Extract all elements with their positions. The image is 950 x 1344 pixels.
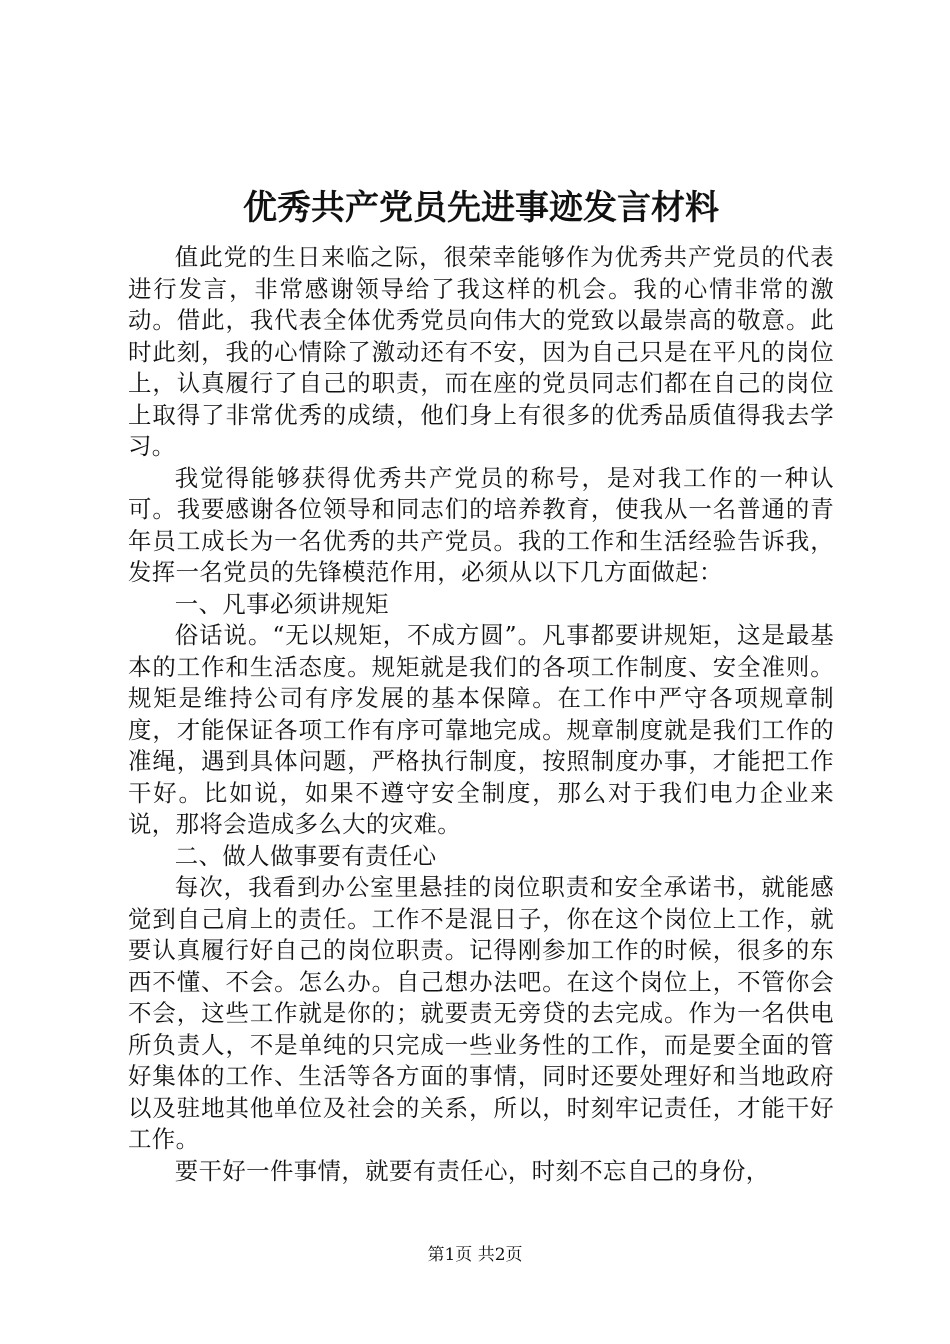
section-heading: 一、凡事必须讲规矩 [174,589,389,618]
paragraph: 要干好一件事情，就要有责任心，时刻不忘自己的身份， [174,1156,770,1185]
paragraph: 每次，我看到办公室里悬挂的岗位职责和安全承诺书，就能感觉到自己肩上的责任。工作不是混日子，你在这个岗位上工作，就要认真履行好自己的岗位职责。记得刚参加工作的时候，很多的东西不懂、不会。怎么办。自己想办法吧。在这个岗位上，不管你会不会，这些工作就是你的；就要责无旁贷的去完成。作为一名供电所负责人，不是单纯的只完成一些业务性的工作，而是要全面的管好集体的工作、生活等各方面的事情，同时还要处理好和当地政府以及驻地其他单位及社会的关系，所以，时刻牢记责任，才能干好工作。 [128,873,834,1153]
page-number: 第1页 共2页 [427,1245,523,1265]
document-title: 优秀共产党员先进事迹发言材料 [243,188,719,228]
paragraph: 俗话说。“无以规矩，不成方圆”。凡事都要讲规矩，这是最基本的工作和生活态度。规矩就是我们的各项工作制度、安全准则。规矩是维持公司有序发展的基本保障。在工作中严守各项规章制度，才能保证各项工作有序可靠地完成。规章制度就是我们工作的准绳，遇到具体问题，严格执行制度，按照制度办事，才能把工作干好。比如说，如果不遵守安全制度，那么对于我们电力企业来说，那将会造成多么大的灾难。 [128,621,834,838]
document-page [128,182,834,1187]
paragraph: 我觉得能够获得优秀共产党员的称号，是对我工作的一种认可。我要感谢各位领导和同志们的培养教育，使我从一名普通的青年员工成长为一名优秀的共产党员。我的工作和生活经验告诉我，发挥一名党员的先锋模范作用，必须从以下几方面做起： [128,463,834,586]
section-heading: 二、做人做事要有责任心 [174,841,437,870]
paragraph: 值此党的生日来临之际，很荣幸能够作为优秀共产党员的代表进行发言，非常感谢领导给了我这样的机会。我的心情非常的激动。借此，我代表全体优秀党员向伟大的党致以最崇高的敬意。此时此刻，我的心情除了激动还有不安，因为自己只是在平凡的岗位上，认真履行了自己的职责，而在座的党员同志们都在自己的岗位上取得了非常优秀的成绩，他们身上有很多的优秀品质值得我去学习。 [128,243,834,460]
